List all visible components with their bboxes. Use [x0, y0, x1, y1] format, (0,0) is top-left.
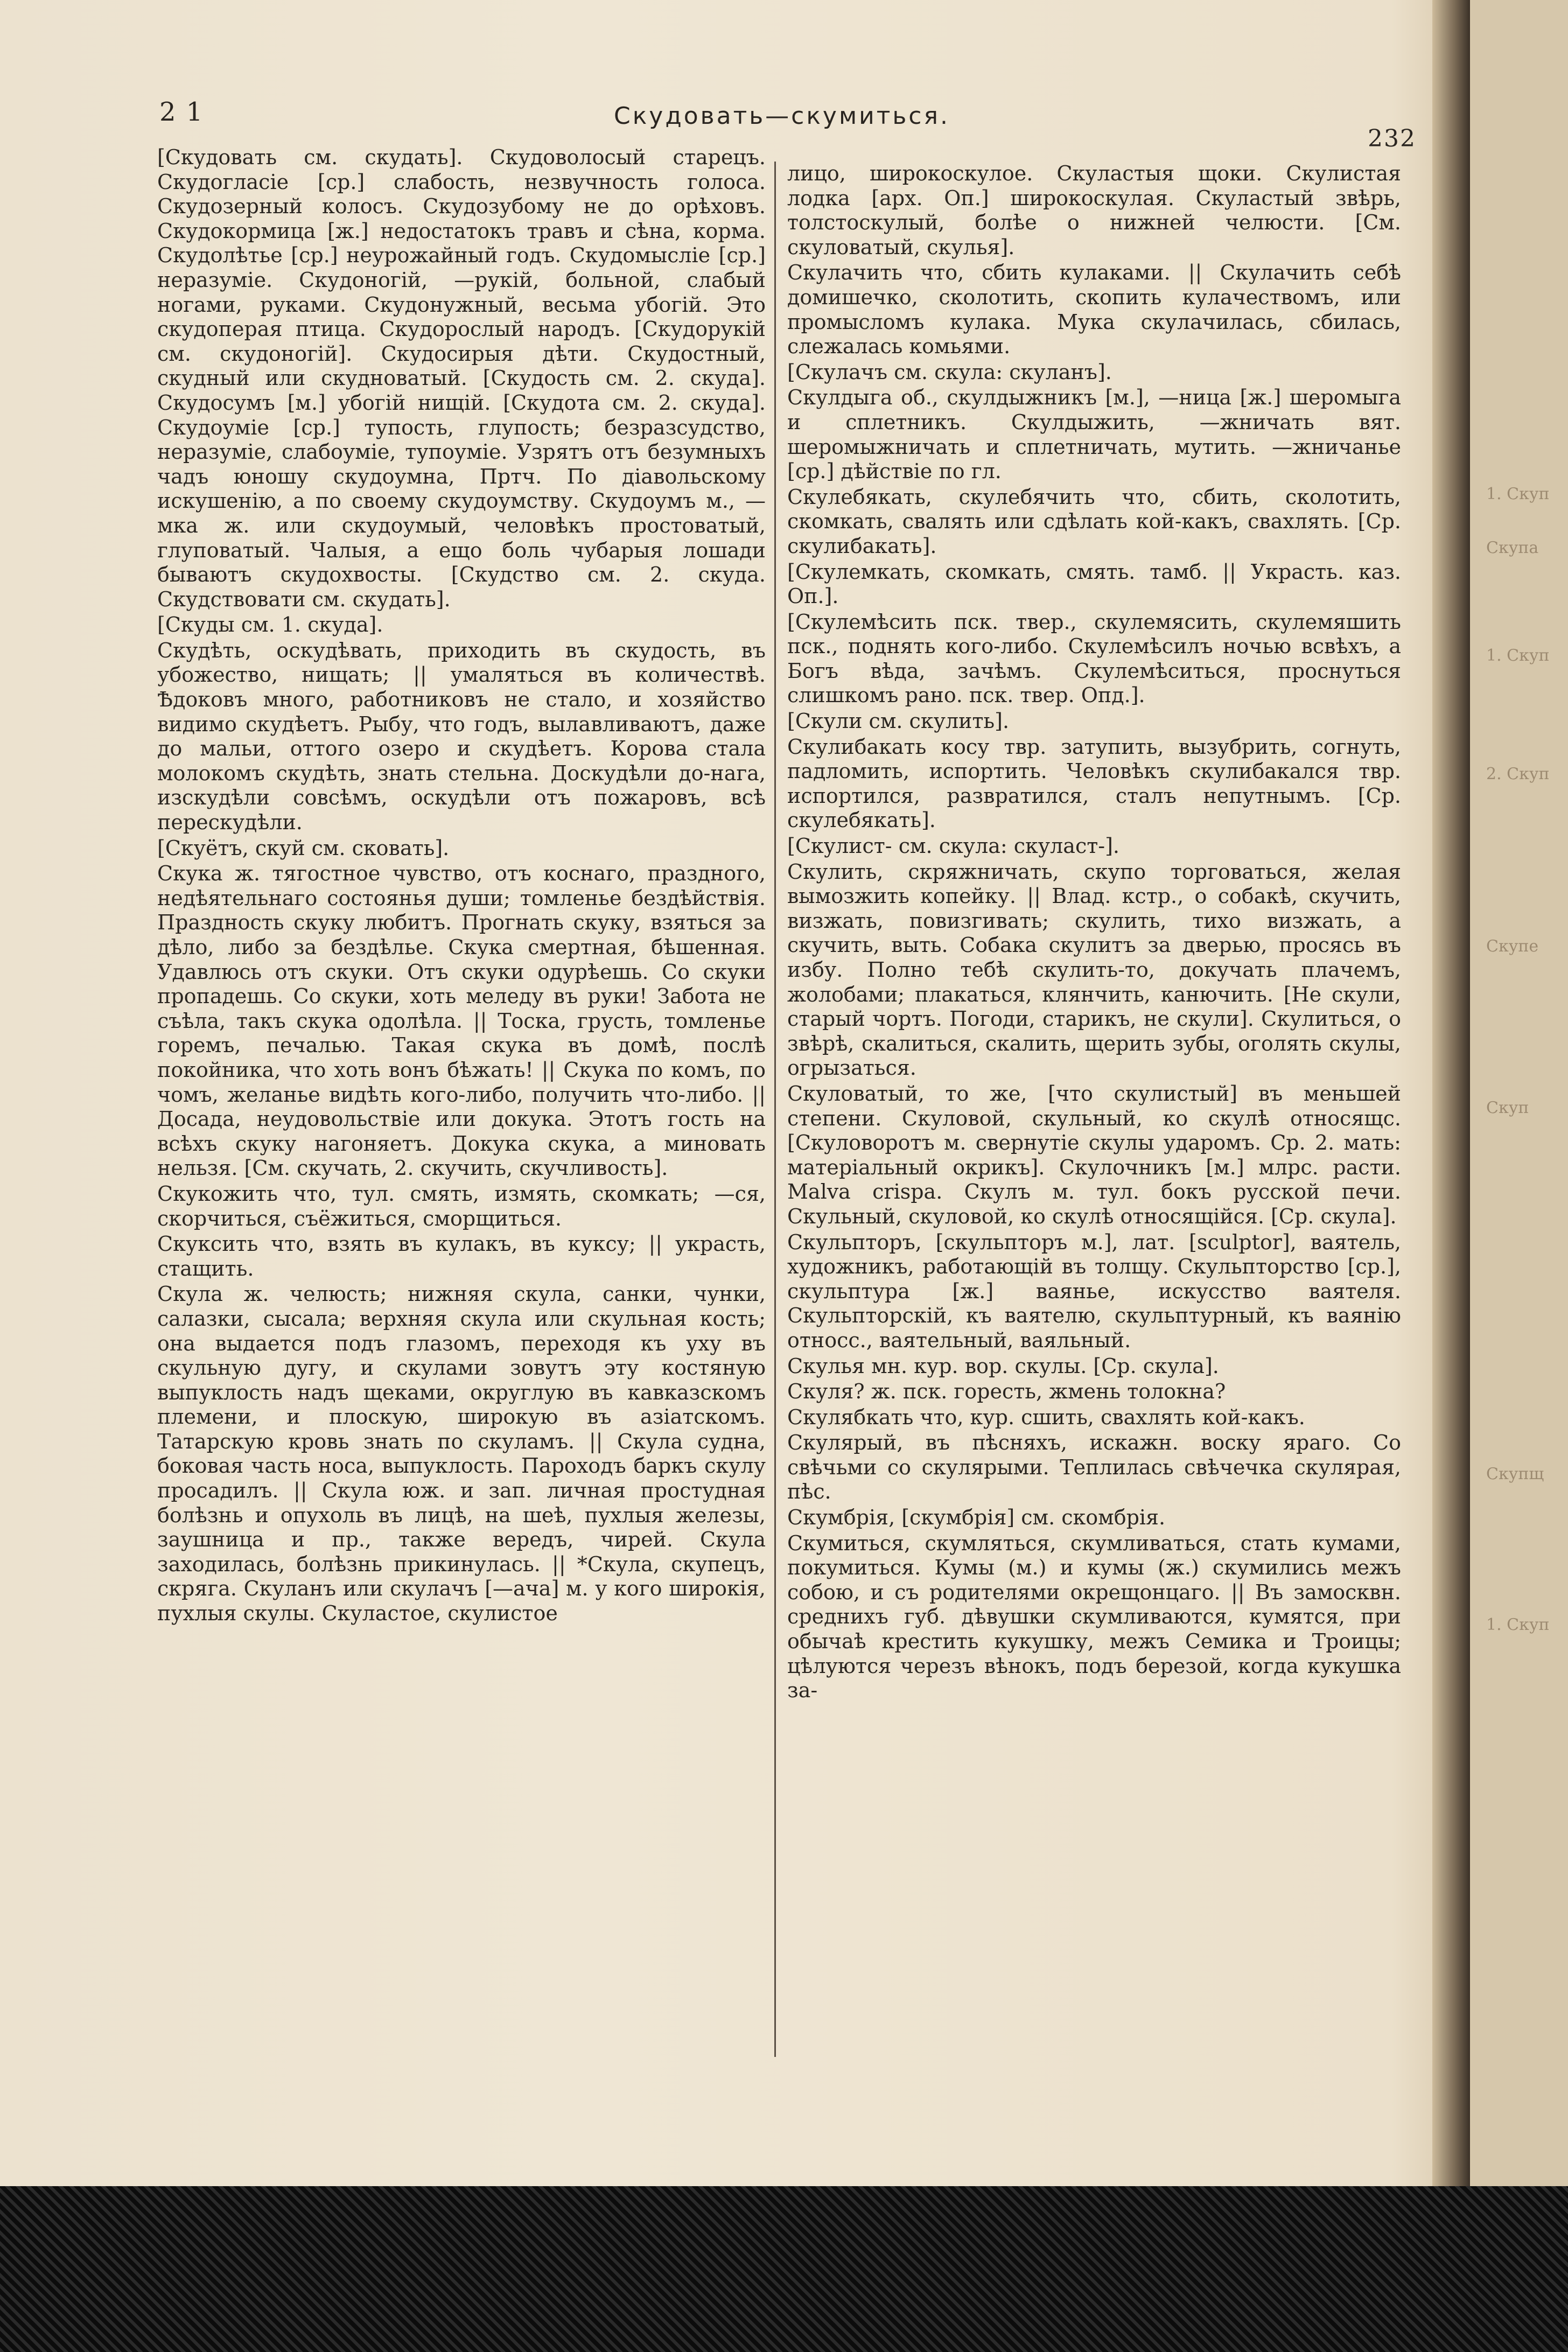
column-rule	[774, 162, 776, 2057]
book-spine-shadow	[1432, 0, 1470, 2186]
running-title: Скудовать—скумиться.	[614, 102, 950, 130]
entry-skulya: Скулья мн. кур. вор. скулы. [Ср. скула].	[787, 1354, 1219, 1378]
entry-skulya-q: Скуля? ж. пск. горесть, жмень толокна?	[787, 1380, 1226, 1404]
entry-skumitsya: Скумиться, скумляться, скумливаться, стать кумами, покумиться. Кумы (м.) и кумы (ж.) скумились межъ собою, и съ родителями окрещонцаго. || Въ замосквн. среднихъ губ. дѣвушки скумливаются, кумятся, при обычаѣ крестить кукушку, межъ Семика и Троицы; цѣлуются черезъ вѣнокъ, подъ березой, когда кукушка за-	[787, 1531, 1401, 1703]
entry-skulovaty: Скуловатый, то же, [что скулистый] въ меньшей степени. Скуловой, скульный, ко скулѣ относящс. [Скуловоротъ м. свернутіе скулы ударомъ. Ср. 2. мать: матеріальный окрикъ]. Скулочникъ [м.] млрс. расти. Malva crispa. Скулъ м. тул. бокъ русской печи. Скульный, скуловой, ко скулѣ относящійся. [Ср. скула].	[787, 1081, 1401, 1228]
adjacent-margin-word: 2. Скуп	[1486, 765, 1550, 783]
entry-skulachit: Скулачить что, сбить кулаками. || Скулачить себѣ домишечко, сколотить, скопить кулачествомъ, или промысломъ кулака. Мука скулачилась, сбилась, слежалась комьями.	[787, 261, 1401, 359]
entry-skulach: [Скулачъ см. скула: скуланъ].	[787, 360, 1112, 384]
adjacent-margin-word: Скупе	[1486, 937, 1539, 956]
entry-skuka: Скука ж. тягостное чувство, отъ коснаго, праздного, недѣятельнаго состоянья души; томленье бездѣйствія. Праздность скуку любитъ. Прогнать скуку, взяться за дѣло, либо за бездѣлье. Скука смертная, бѣшенная. Удавлюсь отъ скуки. Отъ скуки одурѣешь. Со скуки пропадешь. Со скуки, хоть меледу въ руки! Забота не съѣла, такъ скука одолѣла. || Тоска, грусть, томленье горемъ, печалью. Такая скука въ домѣ, послѣ покойника, что хоть вонъ бѣжать! || Скука по комъ, по чомъ, желанье видѣть кого-либо, получить что-либо. || Досада, неудовольствіе или докука. Этотъ гость на всѣхъ скуку нагоняетъ. Докука скука, а миновать нельзя. [См. скучать, 2. скучить, скучливость].	[157, 862, 766, 1180]
entry-skuli: [Скули см. скулить].	[787, 709, 1010, 733]
entry-skula: Скула ж. челюсть; нижняя скула, санки, чунки, салазки, сысала; верхняя скула или скульная кость; она выдается подъ глазомъ, переходя къ уху въ скульную дугу, и скулами зовутъ эту костяную выпуклость надъ щеками, округлую въ кавказскомъ племени, и плоскую, широкую въ азіатскомъ. Татарскую кровь знать по скуламъ. || Скула судна, боковая часть носа, выпуклость. Пароходъ баркъ скулу просадилъ. || Скула юж. и зап. личная простудная болѣзнь и опухоль въ лицѣ, на шеѣ, пухлыя железы, заушница и пр., также вередъ, чирей. Скула заходилась, болѣзнь прикинулась. || *Скула, скупецъ, скряга. Скуланъ или скулачъ [—ача] м. у кого широкія, пухлыя скулы. Скуластое, скулистое	[157, 1282, 766, 1626]
entry-skudy: [Скуды см. 1. скуда].	[157, 613, 383, 637]
entry-skudovat: [Скудовать см. скудать]. Скудоволосый старецъ. Скудогласіе [ср.] слабость, незвучность голоса. Скудозерный колосъ. Скудозубому не до орѣховъ. Скудокормица [ж.] недостатокъ травъ и сѣна, корма. Скудолѣтье [ср.] неурожайный годъ. Скудомысліе [ср.] неразуміе. Скудоногій, —рукій, больной, слабый ногами, руками. Скудонужный, весьма убогій. Это скудоперая птица. Скудорослый народъ. [Скудорукій см. скудоногій]. Скудосирыя дѣти. Скудостный, скудный или скудноватый. [Скудость см. 2. скуда]. Скудосумъ [м.] убогій нищій. [Скудота см. 2. скуда]. Скудоуміе [ср.] тупость, глупость; безразсудство, неразуміе, слабоуміе, тупоуміе. Узрятъ отъ безумныхъ чадъ юношу скудоумна, Пртч. По діавольскому искушенію, а по своему скудоумству. Скудоумъ м., —мка ж. или скудоумый, человѣкъ простоватый, глуповатый. Чалыя, а ещо боль чубарыя лошади бываютъ скудохвосты. [Скудство см. 2. скуда. Скудствовати см. скудать].	[157, 145, 766, 611]
fabric-background	[0, 2186, 1568, 2352]
entry-skulibakat: Скулибакать косу твр. затупить, вызубрить, согнуть, падломить, испортить. Человѣкъ скулибакался твр. испортился, развратился, сталъ непутнымъ. [Ср. скулебякать].	[787, 734, 1401, 832]
entry-skudet: Скудѣть, оскудѣвать, приходить въ скудость, въ убожество, нищать; || умаляться въ количествѣ. Ѣдоковъ много, работниковъ не стало, и хозяйство видимо скудѣетъ. Рыбу, что годъ, вылавливаютъ, даже до мальи, оттого озеро и скудѣетъ. Корова стала молокомъ скудѣть, знать стельна. Доскудѣли до-нага, изскудѣли совсѣмъ, оскудѣли отъ пожаровъ, всѣ перескудѣли.	[157, 638, 766, 835]
adjacent-margin-word: Скупщ	[1486, 1465, 1544, 1483]
entry-skula-cont: лицо, широкоскулое. Скуластыя щоки. Скулистая лодка [арх. Оп.] широкоскулая. Скуластый звѣрь, толстоскулый, болѣе о нижней челюсти. [См. скуловатый, скулья].	[787, 162, 1401, 259]
entry-skulemesit: [Скулемѣсить пск. твер., скулемясить, скулемяшить пск., поднять кого-либо. Скулемѣсилъ ночью всвѣхъ, а Богъ вѣда, зачѣмъ. Скулемѣситься, проснуться слишкомъ рано. пск. твер. Опд.].	[787, 610, 1401, 708]
right-column	[787, 162, 1401, 1704]
adjacent-margin-word: 1. Скуп	[1486, 1615, 1550, 1634]
adjacent-page-edge	[1470, 0, 1568, 2186]
entry-skulyary: Скулярый, въ пѣсняхъ, искажн. воску яраго. Со свѣчьми со скулярыми. Теплилась свѣчечка скулярая, пѣс.	[787, 1431, 1401, 1504]
adjacent-margin-word: 1. Скуп	[1486, 646, 1550, 665]
left-page-number: 2 1	[159, 97, 204, 127]
entry-skumbriya: Скумбрія, [скумбрія] см. скомбрія.	[787, 1506, 1166, 1530]
left-column	[157, 145, 766, 1627]
adjacent-margin-word: 1. Скуп	[1486, 485, 1550, 503]
adjacent-margin-word: Скуп	[1486, 1098, 1529, 1117]
entry-skulptor: Скульпторъ, [скульпторъ м.], лат. [sculptor], ваятель, художникъ, работающій въ толщу. Скульпторство [ср.], скульптура [ж.] ваянье, искусство ваятеля. Скульпторскій, къ ваятелю, скульптурный, къ ваянію относс., ваятельный, ваяльный.	[787, 1230, 1401, 1352]
entry-skuldyga: Скулдыга об., скулдыжникъ [м.], —ница [ж.] шеромыга и сплетникъ. Скулдыжить, —жничать вят. шеромыжничать и сплетничать, мутить. —жничанье [ср.] дѣйствіе по гл.	[787, 386, 1401, 484]
entry-skulist: [Скулист- см. скула: скуласт-].	[787, 834, 1119, 858]
entry-skulemkat: [Скулемкать, скомкать, смять. тамб. || Украсть. каз. Оп.].	[787, 559, 1401, 608]
right-page-number: 232	[1368, 125, 1416, 152]
entry-skuksit: Скуксить что, взять въ кулакъ, въ куксу; || украсть, стащить.	[157, 1232, 766, 1280]
entry-skuyot: [Скуётъ, скуй см. сковать].	[157, 836, 450, 860]
entry-skulit: Скулить, скряжничать, скупо торговаться, желая вымозжить копейку. || Влад. кстр., о собакѣ, скучить, визжать, повизгивать; скулить, тихо визжать, а скучить, выть. Собака скулитъ за дверью, просясь въ избу. Полно тебѣ скулить-то, докучать плачемъ, жолобами; плакаться, клянчить, канючить. [Не скули, старый чортъ. Погоди, старикъ, не скули]. Скулиться, о звѣрѣ, скалиться, скалить, щерить зубы, оголять скулы, огрызаться.	[787, 859, 1401, 1080]
entry-skukozhit: Скукожить что, тул. смять, измять, скомкать; —ся, скорчиться, съёжиться, сморщиться.	[157, 1181, 766, 1230]
entry-skulebyakat: Скулебякать, скулебячить что, сбить, сколотить, скомкать, свалять или сдѣлать кой-какъ, свахлять. [Ср. скулибакать].	[787, 485, 1401, 558]
entry-skulyabkat: Скулябкать что, кур. сшить, свахлять кой-какъ.	[787, 1405, 1305, 1429]
adjacent-margin-word: Скупа	[1486, 538, 1539, 557]
